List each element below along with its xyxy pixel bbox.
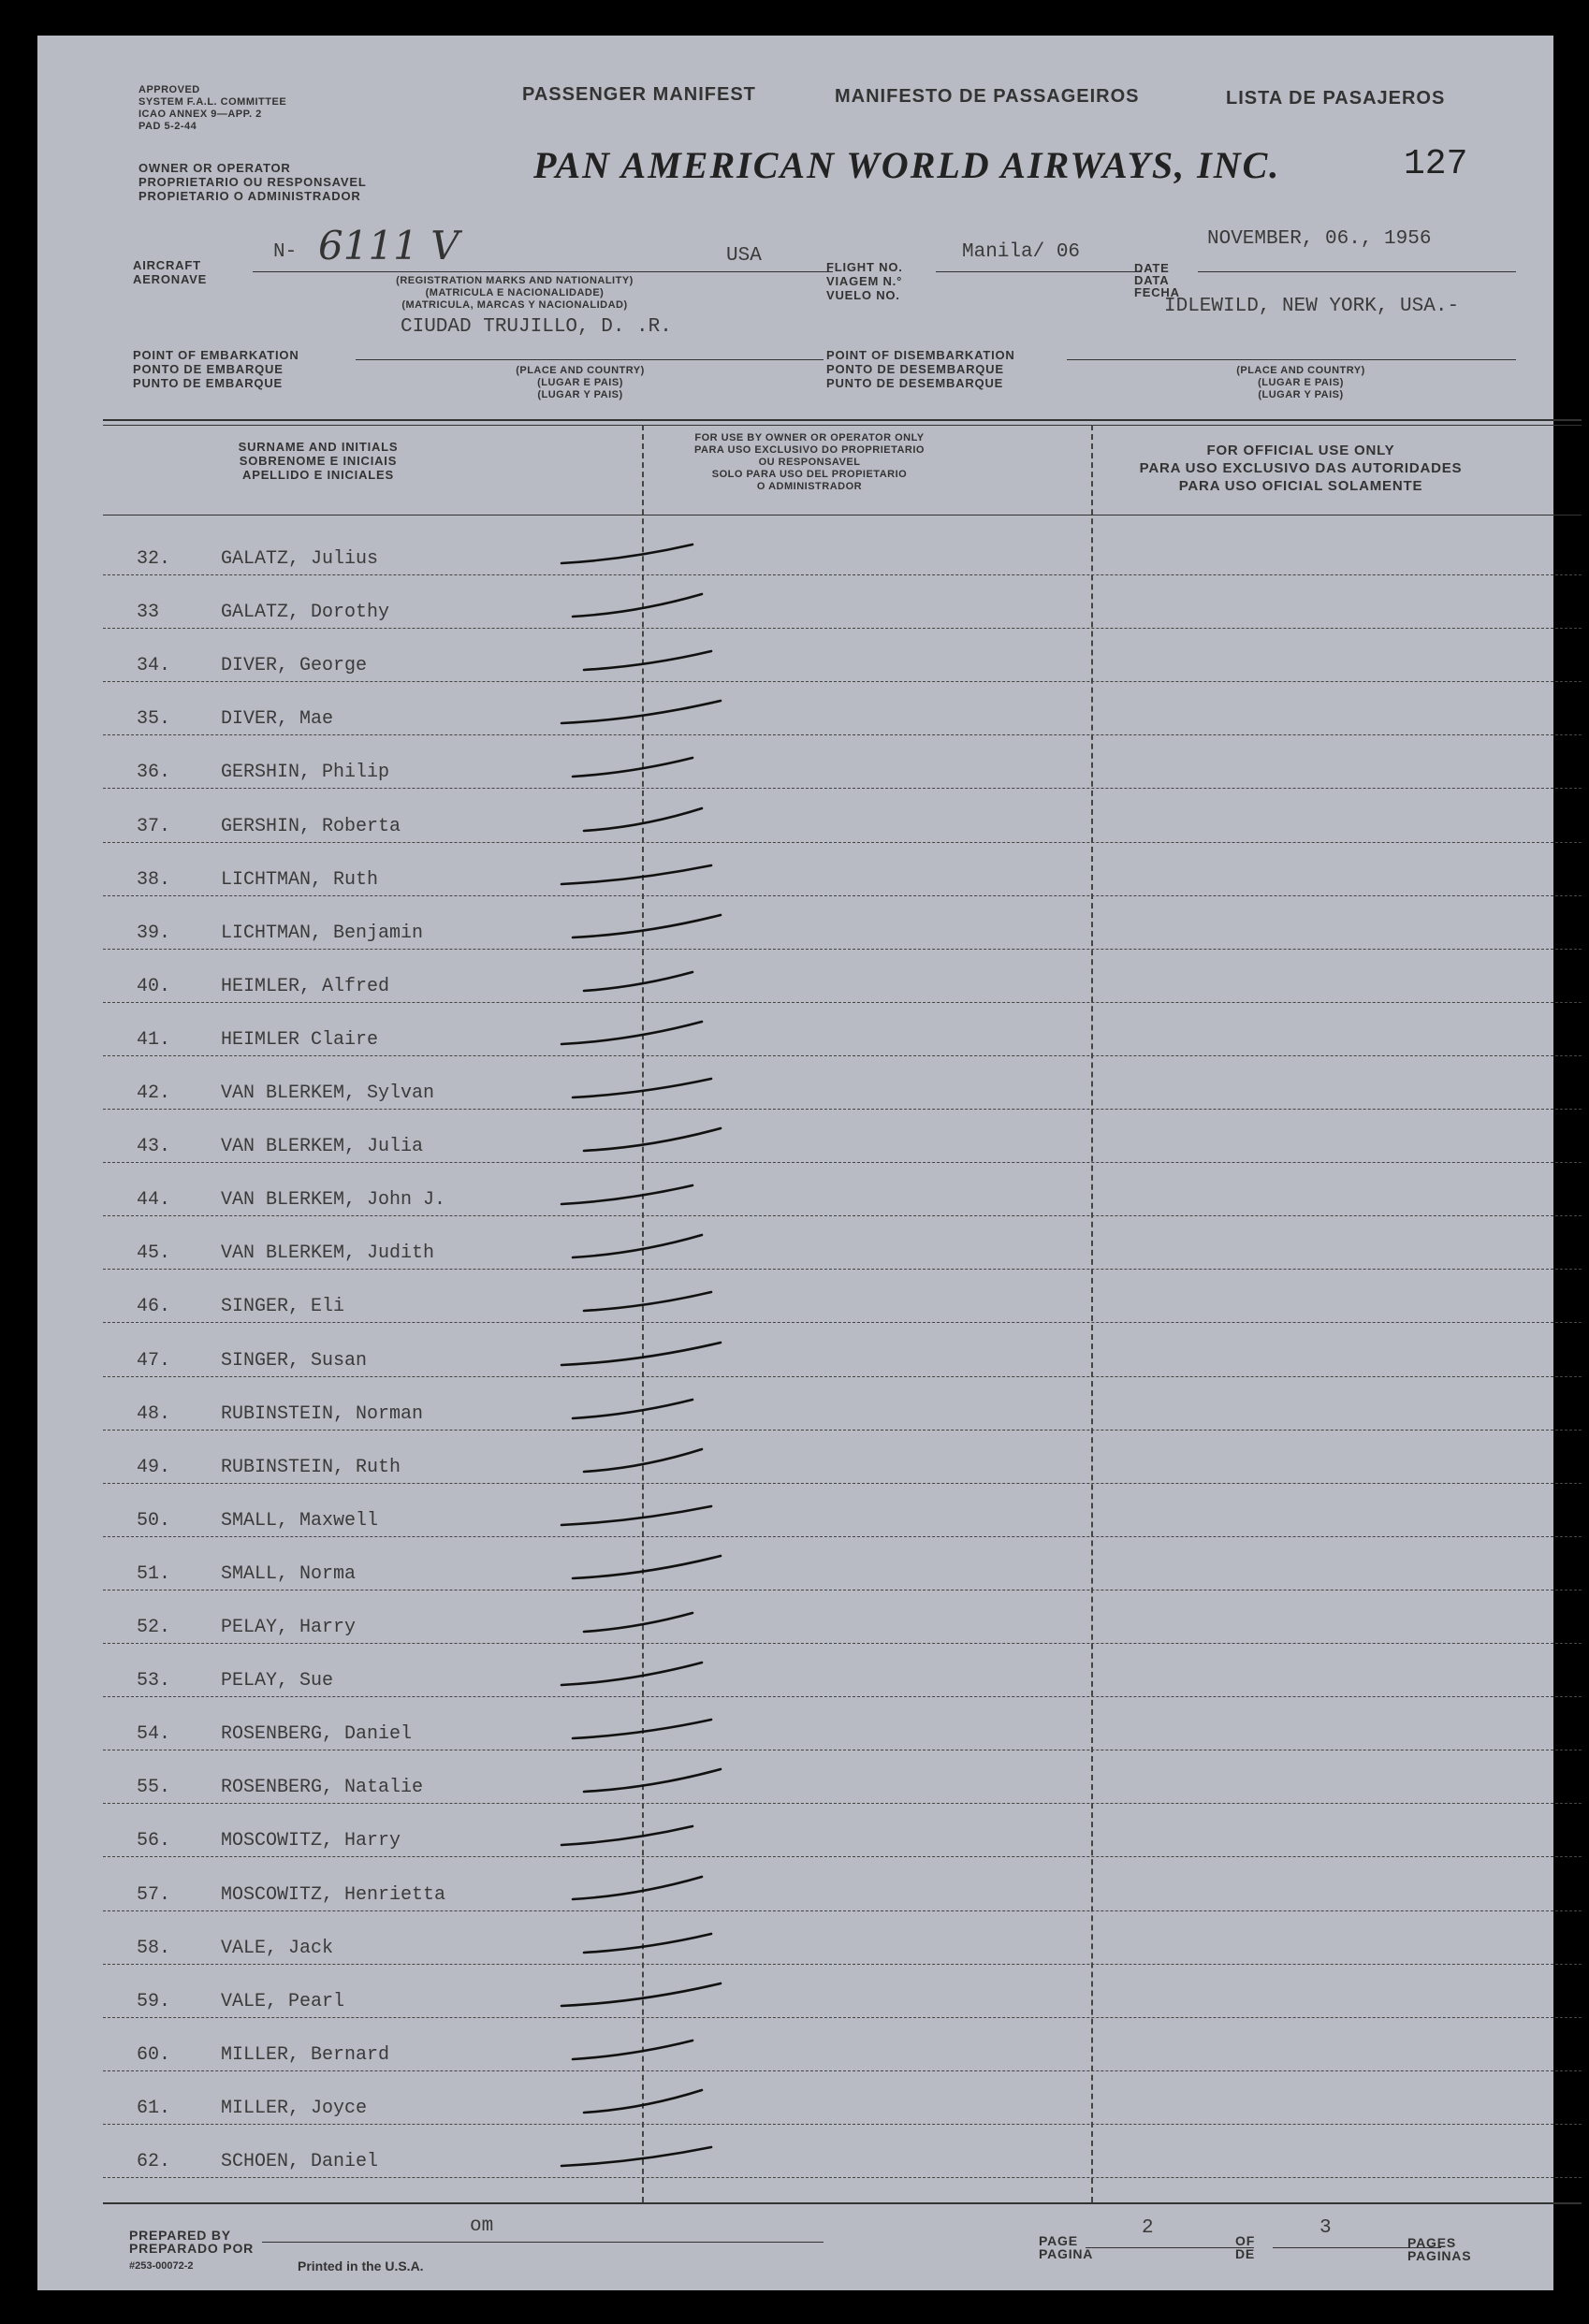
check-mark [561,545,692,563]
approval-line: PAD 5-2-44 [138,121,197,132]
passenger-name: PELAY, Sue [221,1670,334,1692]
passenger-name: MILLER, Bernard [221,2044,390,2066]
of-value: 3 [1319,2217,1332,2239]
aircraft-registration: 6111 V [318,223,459,269]
passenger-name: LICHTMAN, Benjamin [221,922,424,944]
row-number: 36. [137,762,171,783]
passenger-name: PELAY, Harry [221,1617,357,1638]
row-number: 54. [137,1723,171,1745]
check-mark [573,1720,711,1738]
row-number: 38. [137,869,171,891]
row-number: 40. [137,976,171,997]
row-number: 48. [137,1403,171,1425]
check-mark [561,1185,692,1204]
row-number: 33 [137,602,160,623]
check-mark [561,865,711,884]
embarkation-note: (PLACE AND COUNTRY) (LUGAR E PAIS) (LUGAR Y PAIS) [516,365,645,400]
passenger-name: SINGER, Eli [221,1296,345,1317]
aircraft-prefix: N- [273,241,298,263]
manifest-title-en: PASSENGER MANIFEST [522,84,756,105]
prepared-value: om [470,2215,494,2237]
passenger-name: VAN BLERKEM, John J. [221,1189,446,1211]
embarkation-value: CIUDAD TRUJILLO, D. .R. [401,316,672,338]
check-mark [561,701,721,723]
passenger-name: LICHTMAN, Ruth [221,869,379,891]
passenger-name: GALATZ, Julius [221,548,379,570]
page-number: 127 [1404,144,1468,184]
approval-line: APPROVED [138,84,200,95]
col-header-official-use: FOR OFFICIAL USE ONLY PARA USO EXCLUSIVO DAS AUTORIDADES PARA USO OFICIAL SOLAMENTE [1139,443,1463,494]
row-number: 43. [137,1136,171,1157]
check-mark [584,1769,721,1792]
passenger-name: ROSENBERG, Daniel [221,1723,413,1745]
check-mark [561,1826,692,1845]
page-value: 2 [1142,2217,1154,2239]
manifest-title-pt: MANIFESTO DE PASSAGEIROS [835,86,1140,107]
passenger-name: DIVER, Mae [221,708,334,730]
row-number: 50. [137,1510,171,1532]
row-number: 60. [137,2044,171,2066]
passenger-name: RUBINSTEIN, Norman [221,1403,424,1425]
check-mark [573,1877,702,1899]
approval-line: ICAO ANNEX 9—APP. 2 [138,109,262,120]
passenger-name: SMALL, Maxwell [221,1510,379,1532]
check-mark [573,2041,692,2059]
row-number: 58. [137,1938,171,1959]
passenger-name: RUBINSTEIN, Ruth [221,1457,401,1478]
row-number: 61. [137,2098,171,2119]
passenger-name: MOSCOWITZ, Harry [221,1830,401,1852]
row-number: 46. [137,1296,171,1317]
prepared-label: PREPARED BY PREPARADO POR [129,2228,255,2256]
check-mark [573,594,702,617]
passenger-name: VALE, Pearl [221,1991,345,2012]
row-number: 37. [137,816,171,837]
aircraft-nationality: USA [726,245,762,267]
check-mark [584,1934,711,1953]
check-mark [561,1506,711,1525]
row-number: 56. [137,1830,171,1852]
row-number: 39. [137,922,171,944]
of-label: OF DE [1235,2233,1256,2261]
passenger-name: SCHOEN, Daniel [221,2151,379,2172]
check-mark [573,758,692,777]
disembarkation-value: IDLEWILD, NEW YORK, USA.- [1164,296,1460,317]
row-number: 35. [137,708,171,730]
passenger-name: VALE, Jack [221,1938,334,1959]
row-number: 41. [137,1029,171,1051]
check-mark [584,1128,721,1151]
passenger-name: VAN BLERKEM, Julia [221,1136,424,1157]
embarkation-label: POINT OF EMBARKATION PONTO DE EMBARQUE PUNTO DE EMBARQUE [133,348,299,390]
check-mark [573,1400,692,1418]
col-header-owner-use: FOR USE BY OWNER OR OPERATOR ONLY PARA USO EXCLUSIVO DO PROPRIETARIO OU RESPONSAVEL SOLO PARA USO DEL PROPIETARIO O ADMINISTRADOR [694,432,925,492]
approval-line: SYSTEM F.A.L. COMMITTEE [138,96,287,108]
row-number: 44. [137,1189,171,1211]
check-mark [561,1983,721,2006]
check-mark [584,1449,702,1472]
row-number: 52. [137,1617,171,1638]
row-number: 59. [137,1991,171,2012]
check-mark [584,808,702,831]
row-number: 55. [137,1777,171,1798]
check-mark [584,1613,692,1632]
passenger-name: MILLER, Joyce [221,2098,368,2119]
check-marks [37,36,1553,2290]
check-mark [561,1663,702,1685]
form-code: #253-00072-2 [129,2260,194,2272]
check-mark [584,2090,702,2113]
row-number: 42. [137,1082,171,1104]
check-mark [561,1343,721,1365]
check-mark [584,1292,711,1311]
passenger-name: VAN BLERKEM, Judith [221,1242,435,1264]
row-number: 57. [137,1884,171,1906]
page-underline [1086,2247,1254,2248]
prepared-underline [262,2242,824,2243]
pages-label: PAGES PAGINAS [1407,2235,1472,2263]
row-number: 45. [137,1242,171,1264]
disembarkation-note: (PLACE AND COUNTRY) (LUGAR E PAIS) (LUGAR Y PAIS) [1236,365,1365,400]
passenger-name: ROSENBERG, Natalie [221,1777,424,1798]
passenger-name: HEIMLER, Alfred [221,976,390,997]
passenger-name: MOSCOWITZ, Henrietta [221,1884,446,1906]
date-label: DATE DATA FECHA [1134,261,1180,299]
passenger-name: GERSHIN, Philip [221,762,390,783]
owner-label: OWNER OR OPERATOR PROPRIETARIO OU RESPONSAVEL PROPIETARIO O ADMINISTRADOR [138,161,367,203]
passenger-name: SINGER, Susan [221,1350,368,1372]
check-mark [573,915,721,937]
date-value: NOVEMBER, 06., 1956 [1207,228,1432,250]
registration-note: (REGISTRATION MARKS AND NATIONALITY) (MATRICULA E NACIONALIDADE) (MATRICULA, MARCAS Y NACIONALIDAD) [396,275,634,311]
passenger-name: GALATZ, Dorothy [221,602,390,623]
passenger-name: SMALL, Norma [221,1563,357,1585]
manifest-title-es: LISTA DE PASAJEROS [1226,88,1446,109]
passenger-name: VAN BLERKEM, Sylvan [221,1082,435,1104]
check-mark [573,1556,721,1578]
row-number: 53. [137,1670,171,1692]
check-mark [573,1235,702,1257]
check-mark [573,1079,711,1097]
disembarkation-label: POINT OF DISEMBARKATION PONTO DE DESEMBARQUE PUNTO DE DESEMBARQUE [826,348,1015,390]
passenger-name: GERSHIN, Roberta [221,816,401,837]
airline-name: PAN AMERICAN WORLD AIRWAYS, INC. [533,144,1281,186]
row-number: 49. [137,1457,171,1478]
passenger-name: DIVER, George [221,655,368,676]
passenger-name: HEIMLER Claire [221,1029,379,1051]
check-mark [584,651,711,670]
manifest-sheet [37,36,1553,2290]
flight-label: FLIGHT NO. VIAGEM N.° VUELO NO. [826,260,903,302]
check-mark [584,972,692,991]
check-mark [561,2147,711,2166]
row-number: 47. [137,1350,171,1372]
row-number: 62. [137,2151,171,2172]
row-number: 34. [137,655,171,676]
footer-rule [103,2202,1582,2204]
printed-note: Printed in the U.S.A. [298,2259,424,2273]
check-mark [561,1022,702,1044]
row-number: 51. [137,1563,171,1585]
col-header-surname: SURNAME AND INITIALS SOBRENOME E INICIAIS APELLIDO E INICIALES [238,440,399,482]
row-number: 32. [137,548,171,570]
page-label: PAGE PAGINA [1039,2233,1094,2261]
flight-number: Manila/ 06 [962,241,1081,263]
aircraft-label: AIRCRAFT AERONAVE [133,258,208,286]
